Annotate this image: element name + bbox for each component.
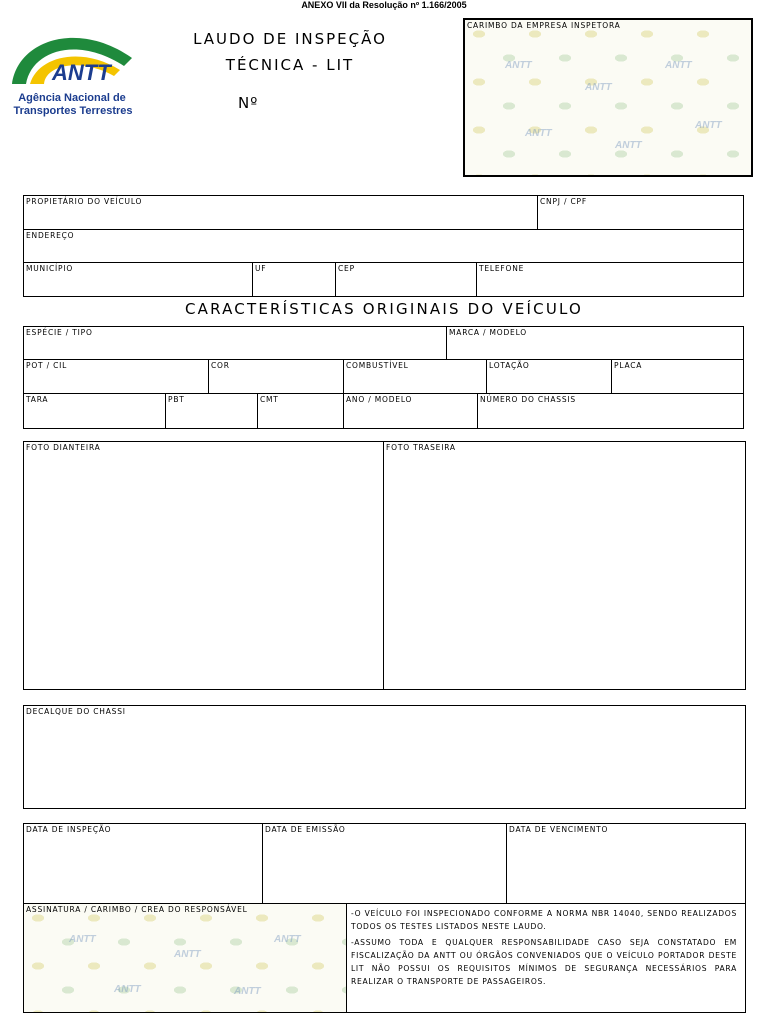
front-photo-label: FOTO DIANTEIRA [26, 443, 101, 452]
cep-field[interactable] [335, 262, 477, 297]
watermark-text: ANTT [174, 949, 201, 960]
inspection-date-field[interactable] [23, 823, 263, 904]
phone-field[interactable] [476, 262, 744, 297]
uf-label: UF [255, 264, 267, 273]
declaration-box [346, 903, 746, 1013]
brand-field[interactable] [446, 326, 744, 360]
inspection-date-label: DATA DE INSPEÇÃO [26, 825, 112, 834]
signature-label: ASSINATURA / CARIMBO / CREA DO RESPONSÁVEL [26, 905, 248, 914]
address-label: ENDEREÇO [26, 231, 75, 240]
address-field[interactable] [23, 229, 744, 263]
chassis-number-label: NÚMERO DO CHASSIS [480, 395, 576, 404]
brand-label: MARCA / MODELO [449, 328, 528, 337]
expiry-date-field[interactable] [506, 823, 746, 904]
pot-label: POT / CIL [26, 361, 68, 370]
logo-line2: Transportes Terrestres [13, 105, 133, 117]
cnpj-field[interactable] [537, 195, 744, 230]
year-label: ANO / MODELO [346, 395, 413, 404]
year-field[interactable] [343, 393, 478, 429]
watermark-text: ANTT [585, 82, 612, 93]
chassis-decal-label: DECALQUE DO CHASSI [26, 707, 126, 716]
emission-date-field[interactable] [262, 823, 507, 904]
phone-label: TELEFONE [479, 264, 525, 273]
declaration-note-1: -O VEÍCULO FOI INSPECIONADO CONFORME A NORMA NBR 14040, SENDO REALIZADOS TODOS OS TESTES LISTADOS NESTE LAUDO. [351, 909, 737, 931]
cmt-label: CMT [260, 395, 279, 404]
stamp-label: CARIMBO DA EMPRESA INSPETORA [467, 21, 621, 30]
declaration-notes [351, 907, 737, 991]
cep-label: CEP [338, 264, 355, 273]
tara-label: TARA [26, 395, 49, 404]
owner-label: PROPIETÁRIO DO VEÍCULO [26, 197, 143, 206]
watermark-text: ANTT [615, 140, 642, 151]
fuel-field[interactable] [343, 359, 487, 394]
logo-line1: Agência Nacional de [18, 92, 126, 104]
type-field[interactable] [23, 326, 447, 360]
chassis-decal-field[interactable] [23, 705, 746, 809]
cmt-field[interactable] [257, 393, 344, 429]
city-label: MUNICÍPIO [26, 264, 74, 273]
capacity-field[interactable] [486, 359, 612, 394]
annex-heading: ANEXO VII da Resolução nº 1.166/2005 [301, 0, 467, 10]
front-photo-field[interactable] [23, 441, 384, 690]
fuel-label: COMBUSTÍVEL [346, 361, 409, 370]
pbt-label: PBT [168, 395, 185, 404]
city-field[interactable] [23, 262, 253, 297]
doc-number-label: Nº [238, 94, 259, 112]
antt-logo [8, 22, 138, 122]
watermark-text: ANTT [234, 986, 261, 997]
watermark-text: ANTT [665, 60, 692, 71]
emission-date-label: DATA DE EMISSÃO [265, 825, 346, 834]
rear-photo-label: FOTO TRASEIRA [386, 443, 456, 452]
pbt-field[interactable] [165, 393, 258, 429]
tara-field[interactable] [23, 393, 166, 429]
watermark-text: ANTT [114, 984, 141, 995]
doc-title-line1: LAUDO DE INSPEÇÃO [193, 30, 387, 48]
uf-field[interactable] [252, 262, 336, 297]
watermark-text: ANTT [525, 128, 552, 139]
pot-field[interactable] [23, 359, 209, 394]
watermark-text: ANTT [505, 60, 532, 71]
watermark-text: ANTT [274, 934, 301, 945]
watermark-text: ANTT [69, 934, 96, 945]
declaration-note-2: -ASSUMO TODA E QUALQUER RESPONSABILIDADE CASO SEJA CONSTATADO EM FISCALIZAÇÃO DA ANTT OU ÓRGÃOS CONVENIADOS QUE O VEÍCULO PORTADOR DESTE LIT NÃO POSSUI OS REQUISITOS MÍNIMOS DE SEGURANÇA NECESSÁRIOS PARA REALIZAR O TRANSPORTE DE PASSAGEIROS. [351, 938, 737, 986]
chassis-number-field[interactable] [477, 393, 744, 429]
rear-photo-field[interactable] [383, 441, 746, 690]
type-label: ESPÉCIE / TIPO [26, 328, 93, 337]
watermark-text: ANTT [695, 120, 722, 131]
color-field[interactable] [208, 359, 344, 394]
capacity-label: LOTAÇÃO [489, 361, 530, 370]
logo-brand: ANTT [52, 60, 111, 85]
owner-field[interactable] [23, 195, 538, 230]
plate-label: PLACA [614, 361, 643, 370]
plate-field[interactable] [611, 359, 744, 394]
color-label: COR [211, 361, 230, 370]
doc-title-line2: TÉCNICA - LIT [225, 56, 355, 74]
expiry-date-label: DATA DE VENCIMENTO [509, 825, 609, 834]
vehicle-section-title: CARACTERÍSTICAS ORIGINAIS DO VEÍCULO [184, 300, 584, 318]
cnpj-label: CNPJ / CPF [540, 197, 587, 206]
inspector-stamp-box[interactable] [463, 18, 753, 177]
signature-field[interactable] [23, 903, 347, 1013]
